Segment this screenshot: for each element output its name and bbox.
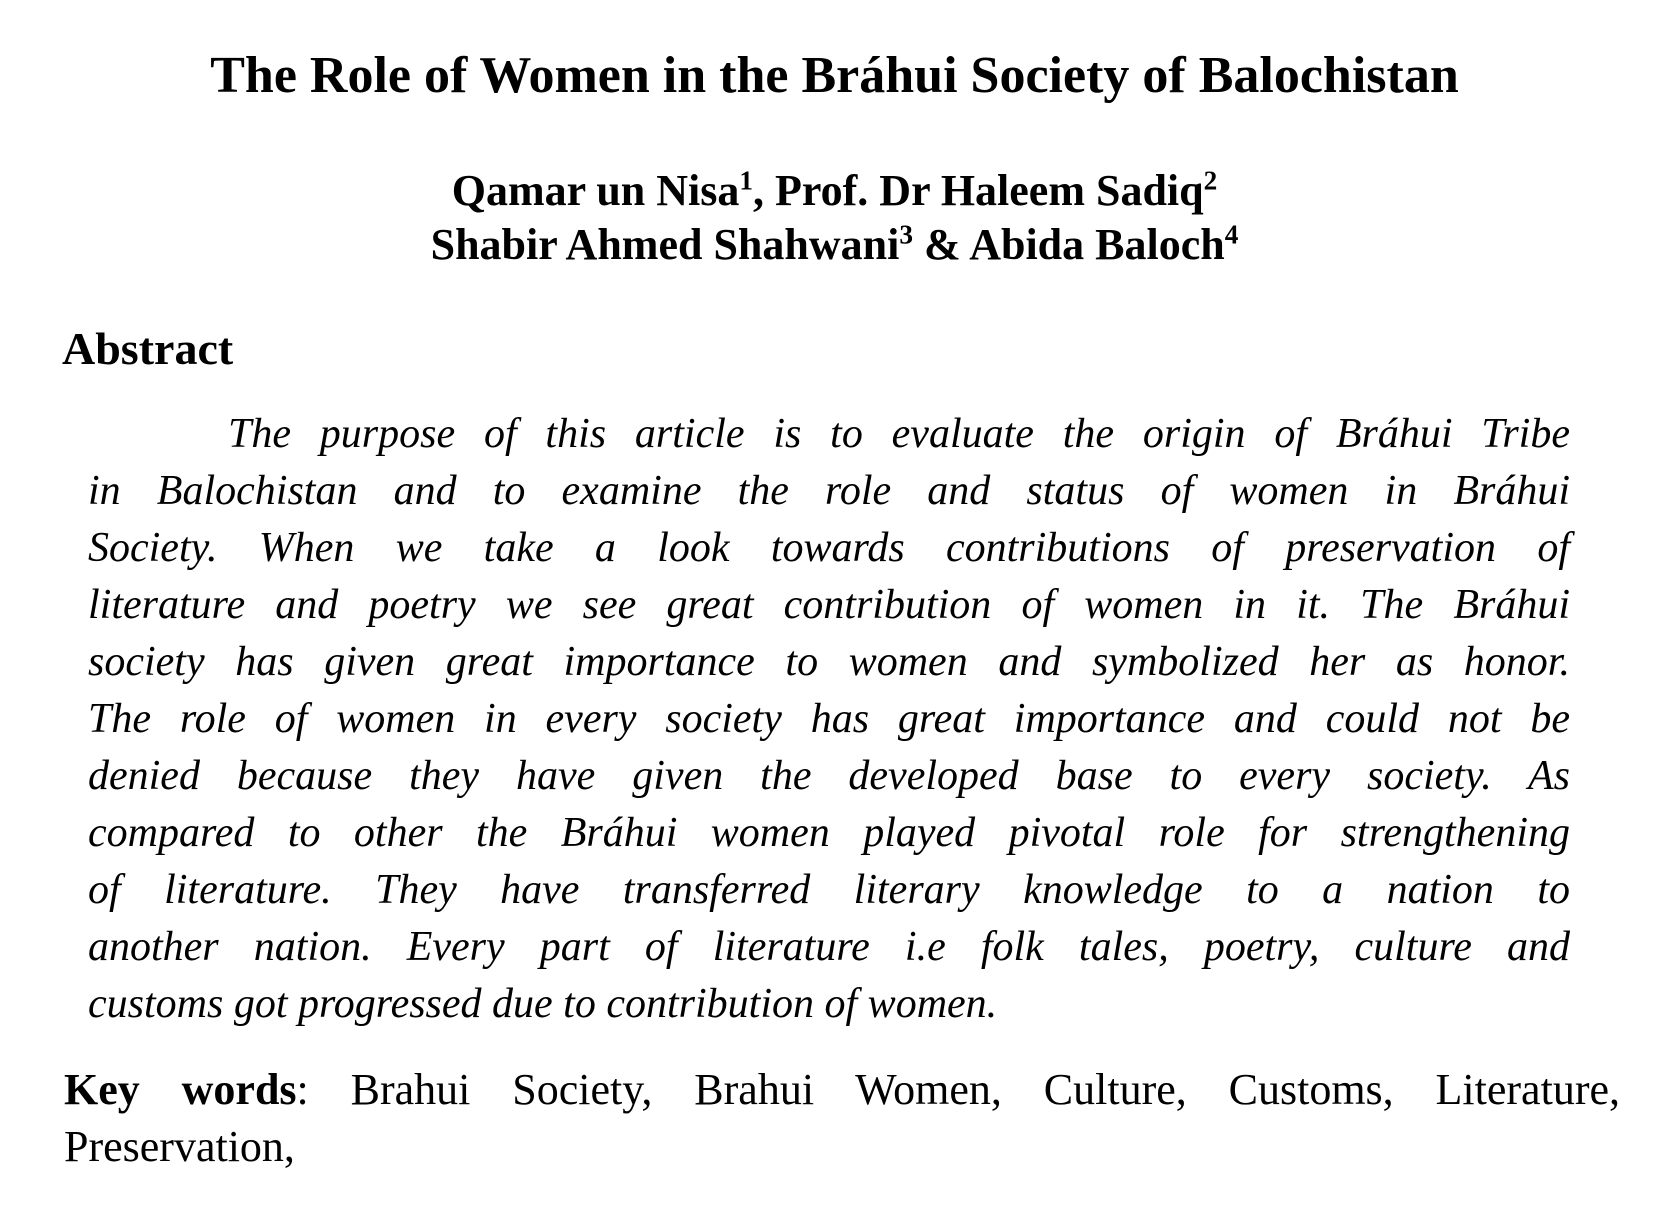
keywords-line-1	[64, 1061, 1620, 1118]
author-superscript: 4	[1224, 219, 1239, 250]
author-name: & Abida Baloch	[912, 220, 1225, 269]
abstract-line: The role of women in every society has great importance and could not be	[88, 696, 1570, 742]
authors-line-2	[0, 218, 1669, 272]
author-superscript: 2	[1203, 165, 1218, 196]
author-superscript: 3	[899, 219, 913, 250]
abstract-line: society has given great importance to women and symbolized her as honor.	[88, 639, 1570, 685]
article-title: The Role of Women in the Bráhui Society of Balochistan	[210, 47, 1459, 104]
author-name: Qamar un Nisa	[451, 166, 740, 215]
abstract-line: literature and poetry we see great contribution of women in it. The Bráhui	[88, 582, 1570, 628]
abstract-line: customs got progressed due to contribution of women.	[88, 981, 998, 1027]
abstract-paragraph	[88, 406, 1570, 1033]
authors-block	[0, 164, 1669, 272]
keywords-label: Key words	[64, 1065, 297, 1114]
abstract-line: The purpose of this article is to evaluate the origin of Bráhui Tribe	[228, 411, 1570, 457]
keywords-line-2: Preservation,	[64, 1122, 295, 1171]
abstract-line: in Balochistan and to examine the role and status of women in Bráhui	[88, 468, 1570, 514]
keywords-block	[64, 1061, 1620, 1175]
abstract-line: of literature. They have transferred literary knowledge to a nation to	[88, 867, 1570, 913]
abstract-line: compared to other the Bráhui women played pivotal role for strengthening	[88, 810, 1570, 856]
author-superscript: 1	[739, 165, 754, 196]
keywords-list: : Brahui Society, Brahui Women, Culture, Customs, Literature,	[296, 1065, 1620, 1114]
authors-line-1	[0, 164, 1669, 218]
abstract-heading: Abstract	[62, 323, 234, 374]
abstract-line: another nation. Every part of literature i.e folk tales, poetry, culture and	[88, 924, 1570, 970]
abstract-line: denied because they have given the developed base to every society. As	[88, 753, 1570, 799]
abstract-line: Society. When we take a look towards contributions of preservation of	[88, 525, 1570, 571]
author-name: , Prof. Dr Haleem Sadiq	[753, 166, 1204, 215]
author-name: Shabir Ahmed Shahwani	[430, 220, 900, 269]
